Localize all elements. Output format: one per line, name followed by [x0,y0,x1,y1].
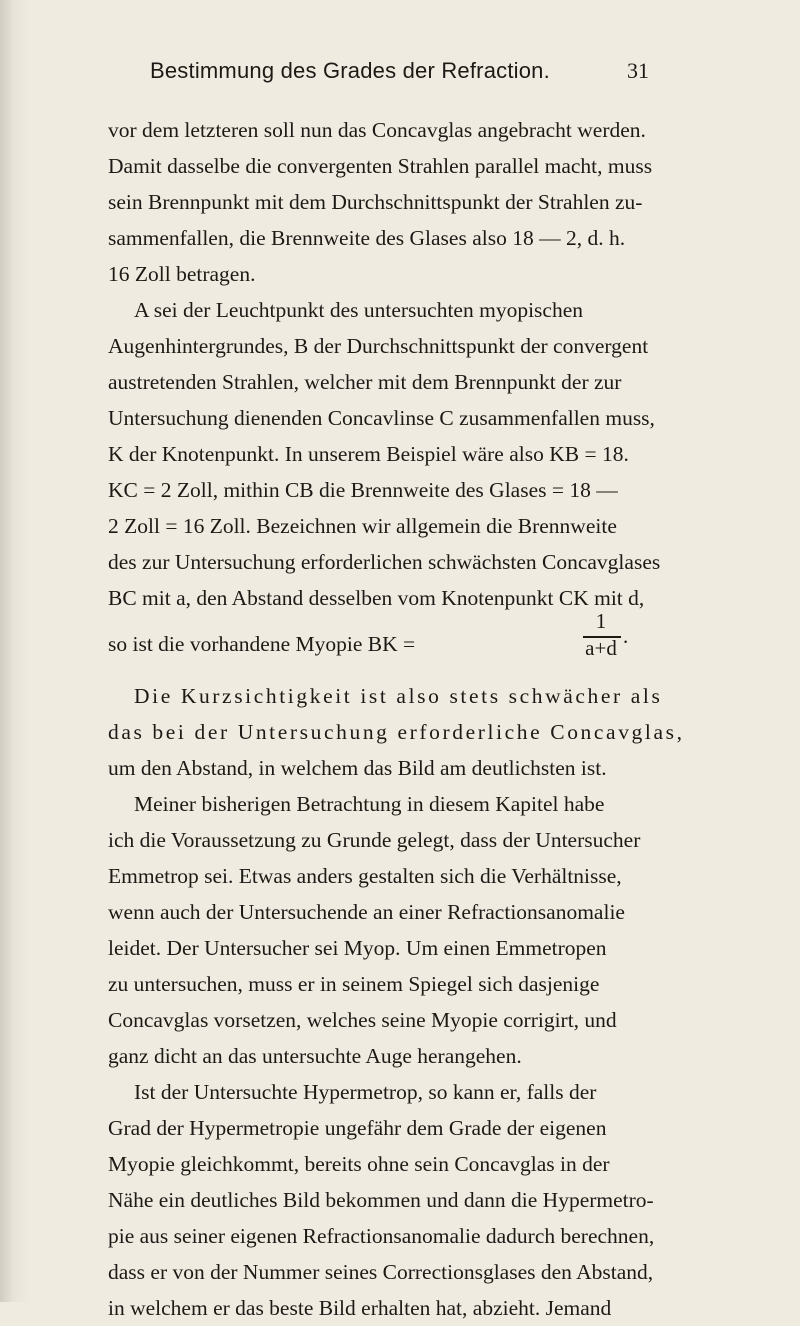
line-text: Myopie gleichkommt, bereits ohne sein Concavglas in der [108,1152,610,1176]
text-line [0,822,800,858]
text-line [0,1182,800,1218]
text-line [0,1290,800,1326]
text-line [0,714,800,750]
line-text: Concavglas vorsetzen, welches seine Myopie corrigirt, und [108,1008,617,1032]
text-line [0,786,800,822]
text-line [0,220,800,256]
line-text: ich die Voraussetzung zu Grunde gelegt, dass der Untersucher [108,828,641,852]
text-line [0,256,800,292]
line-text: in welchem er das beste Bild erhalten hat, abzieht. Jemand [108,1296,612,1320]
line-text: sein Brennpunkt mit dem Durchschnittspunkt der Strahlen zu- [108,190,643,214]
text-line [0,472,800,508]
text-line [0,930,800,966]
text-line [0,678,800,714]
text-line [0,364,800,400]
fraction-denominator: a+d [585,636,617,660]
line-text: Ist der Untersuchte Hypermetrop, so kann er, falls der [134,1080,597,1104]
line-text: sammenfallen, die Brennweite des Glases also 18 — 2, d. h. [108,226,626,250]
line-text: ganz dicht an das untersuchte Auge herangehen. [108,1044,522,1068]
line-text: Emmetrop sei. Etwas anders gestalten sich die Verhältnisse, [108,864,622,888]
line-text: Untersuchung dienenden Concavlinse C zusammenfallen muss, [108,406,655,430]
text-line [0,292,800,328]
line-text: dass er von der Nummer seines Correctionsglases den Abstand, [108,1260,654,1284]
text-line [0,148,800,184]
fraction-numerator: 1 [595,609,607,633]
line-text: Augenhintergrundes, B der Durchschnittspunkt der convergent [108,334,649,358]
line-text: K der Knotenpunkt. In unserem Beispiel wäre also KB = 18. [108,442,629,466]
text-line [0,1218,800,1254]
text-line [0,580,800,616]
page-number: 31 [627,58,649,83]
line-text: 16 Zoll betragen. [108,262,256,286]
line-text: BC mit a, den Abstand desselben vom Knotenpunkt CK mit d, [108,586,645,610]
text-line [0,966,800,1002]
fraction-period: . [623,624,629,648]
line-text: Nähe ein deutliches Bild bekommen und dann die Hypermetro- [108,1188,654,1212]
line-text: 2 Zoll = 16 Zoll. Bezeichnen wir allgemein die Brennweite [108,514,617,538]
line-text: des zur Untersuchung erforderlichen schwächsten Concavglases [108,550,661,574]
text-line [0,400,800,436]
line-text: vor dem letzteren soll nun das Concavglas angebracht werden. [108,118,646,142]
running-head: Bestimmung des Grades der Refraction. [150,58,550,83]
line-text: Grad der Hypermetropie ungefähr dem Grade der eigenen [108,1116,607,1140]
text-line [0,858,800,894]
line-text: KC = 2 Zoll, mithin CB die Brennweite des Glases = 18 — [108,478,618,502]
line-text: zu untersuchen, muss er in seinem Spiegel sich dasjenige [108,972,600,996]
text-line [0,1110,800,1146]
line-text: Die Kurzsichtigkeit ist also stets schwächer als [134,684,663,708]
text-line [0,328,800,364]
formula-line [0,609,800,662]
text-line [0,1002,800,1038]
text-line [0,894,800,930]
line-text: austretenden Strahlen, welcher mit dem Brennpunkt der zur [108,370,622,394]
line-text: wenn auch der Untersuchende an einer Refractionsanomalie [108,900,625,924]
text-line [0,750,800,786]
line-text: pie aus seiner eigenen Refractionsanomalie dadurch berechnen, [108,1224,655,1248]
text-line [0,1038,800,1074]
page-header [0,58,800,90]
text-line [0,1254,800,1290]
line-text: Damit dasselbe die convergenten Strahlen parallel macht, muss [108,154,653,178]
text-line [0,544,800,580]
line-text: Meiner bisherigen Betrachtung in diesem Kapitel habe [134,792,605,816]
line-text: A sei der Leuchtpunkt des untersuchten myopischen [134,298,584,322]
line-text: leidet. Der Untersucher sei Myop. Um einen Emmetropen [108,936,607,960]
text-line [0,112,800,148]
text-line [0,1074,800,1110]
text-line [0,1146,800,1182]
line-text: um den Abstand, in welchem das Bild am deutlichsten ist. [108,756,607,780]
text-line [0,436,800,472]
myopia-fraction [581,610,633,660]
line-text: so ist die vorhandene Myopie BK = [108,632,416,656]
line-text: das bei der Untersuchung erforderliche Concavglas, [108,720,685,744]
text-line [0,508,800,544]
text-line [0,184,800,220]
